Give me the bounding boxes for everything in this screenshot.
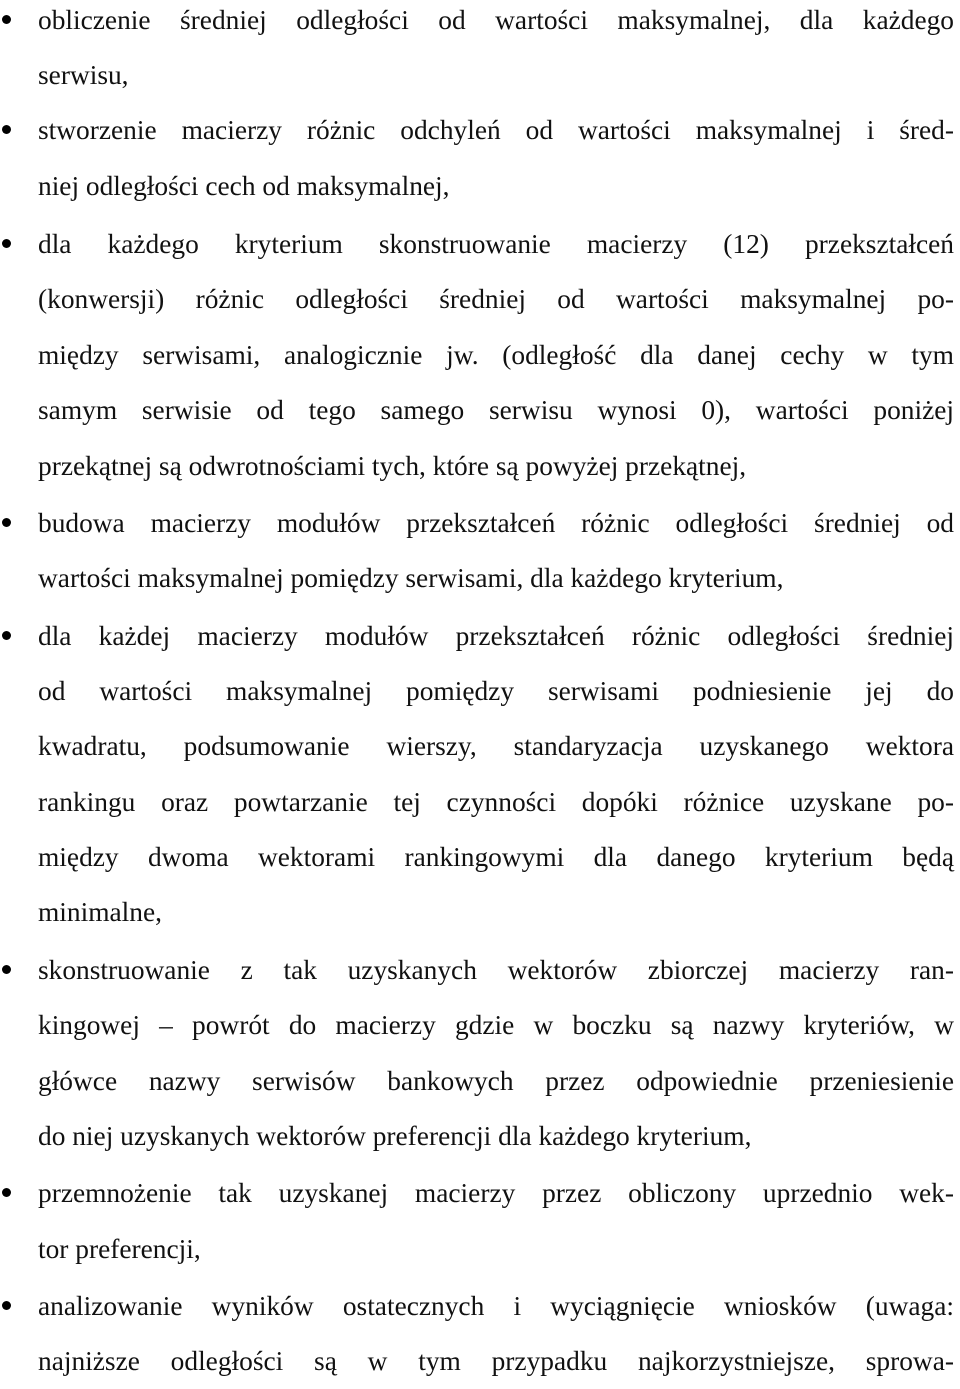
text-line: między dwoma wektorami rankingowymi dla danego kryterium będą [38, 842, 954, 872]
bullet-icon [2, 518, 11, 527]
bullet-icon [2, 15, 11, 24]
text-line: najniższe odległości są w tym przypadku najkorzystniejsze, sprowa- [38, 1346, 954, 1376]
text-line: główce nazwy serwisów bankowych przez odpowiednie przeniesienie [38, 1066, 954, 1096]
text-line: budowa macierzy modułów przekształceń różnic odległości średniej od [38, 508, 954, 538]
text-line: analizowanie wyników ostatecznych i wyciągnięcie wniosków (uwaga: [38, 1291, 954, 1321]
text-line: od wartości maksymalnej pomiędzy serwisami podniesienie jej do [38, 676, 954, 706]
bullet-icon [2, 239, 11, 248]
bullet-icon [2, 1188, 11, 1197]
bullet-icon [2, 1301, 11, 1310]
bullet-icon [2, 965, 11, 974]
text-line: niej odległości cech od maksymalnej, [38, 171, 450, 201]
text-line: przekątnej są odwrotnościami tych, które są powyżej przekątnej, [38, 451, 747, 481]
text-line: samym serwisie od tego samego serwisu wynosi 0), wartości poniżej [38, 395, 954, 425]
bullet-icon [2, 125, 11, 134]
text-line: skonstruowanie z tak uzyskanych wektorów zbiorczej macierzy ran- [38, 955, 954, 985]
text-line: kingowej – powrót do macierzy gdzie w boczku są nazwy kryteriów, w [38, 1010, 954, 1040]
text-line: tor preferencji, [38, 1234, 201, 1264]
text-line: kwadratu, podsumowanie wierszy, standaryzacja uzyskanego wektora [38, 731, 954, 761]
text-line: między serwisami, analogicznie jw. (odległość dla danej cechy w tym [38, 340, 954, 370]
text-line: dla każdego kryterium skonstruowanie macierzy (12) przekształceń [38, 229, 954, 259]
text-line: wartości maksymalnej pomiędzy serwisami, dla każdego kryterium, [38, 563, 784, 593]
text-line: (konwersji) różnic odległości średniej od wartości maksymalnej po- [38, 284, 954, 314]
text-line: do niej uzyskanych wektorów preferencji dla każdego kryterium, [38, 1121, 752, 1151]
text-line: przemnożenie tak uzyskanej macierzy przez obliczony uprzednio wek- [38, 1178, 954, 1208]
text-line: stworzenie macierzy różnic odchyleń od wartości maksymalnej i śred- [38, 115, 954, 145]
text-line: serwisu, [38, 60, 129, 90]
text-line: dla każdej macierzy modułów przekształceń różnic odległości średniej [38, 621, 954, 651]
bullet-icon [2, 631, 11, 640]
text-line: obliczenie średniej odległości od wartości maksymalnej, dla każdego [38, 5, 954, 35]
text-line: minimalne, [38, 897, 162, 927]
text-line: rankingu oraz powtarzanie tej czynności dopóki różnice uzyskane po- [38, 787, 954, 817]
